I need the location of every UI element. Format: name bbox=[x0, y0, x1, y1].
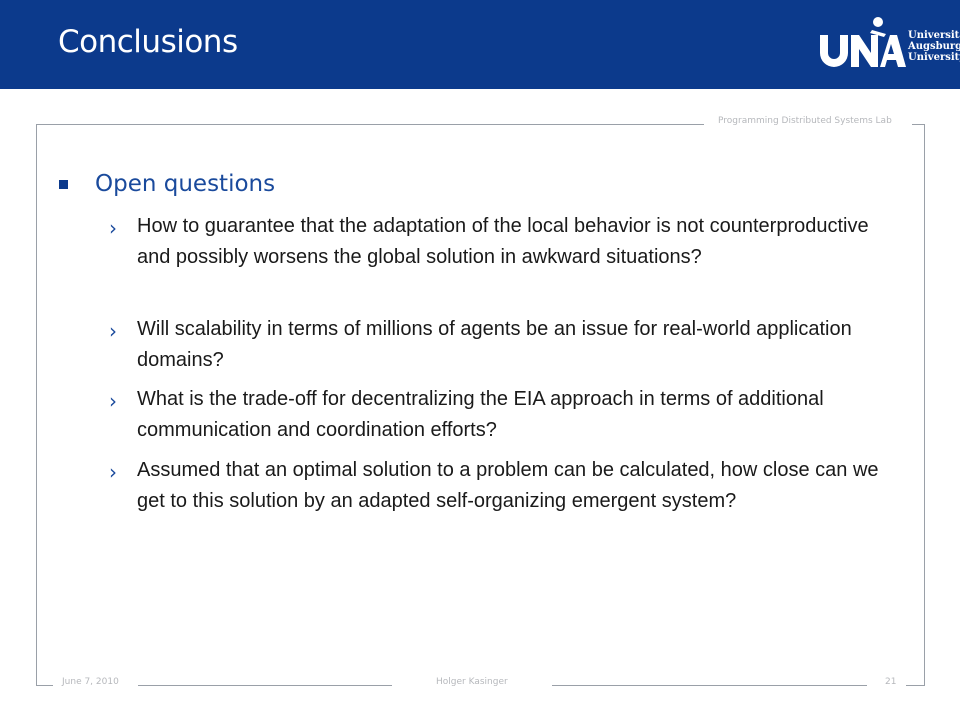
chevron-right-icon: › bbox=[109, 319, 117, 343]
lab-name: Programming Distributed Systems Lab bbox=[718, 116, 892, 126]
list-item-text: What is the trade-off for decentralizing the EIA approach in terms of additional communication and coordination efforts? bbox=[137, 388, 824, 441]
chevron-right-icon: › bbox=[109, 216, 117, 240]
list-item-text: Assumed that an optimal solution to a problem can be calculated, how close can we get to this solution by an adapted self-organizing emergent system? bbox=[137, 459, 879, 512]
section-heading: Open questions bbox=[95, 171, 276, 197]
frame-line-top bbox=[36, 124, 704, 125]
logo-line-3: University bbox=[908, 52, 966, 63]
unia-logo-icon bbox=[818, 16, 906, 72]
frame-line-bottom bbox=[138, 685, 392, 686]
logo-text bbox=[908, 30, 970, 63]
page-number: 21 bbox=[885, 677, 897, 687]
logo-line-1: Universität bbox=[908, 30, 970, 41]
slide-title: Conclusions bbox=[58, 24, 238, 60]
list-item-text: Will scalability in terms of millions of agents be an issue for real-world application domains? bbox=[137, 318, 852, 371]
university-logo bbox=[818, 16, 970, 72]
chevron-right-icon: › bbox=[109, 460, 117, 484]
logo-line-2: Augsburg bbox=[908, 41, 963, 52]
chevron-right-icon: › bbox=[109, 389, 117, 413]
list-item-text: How to guarantee that the adaptation of the local behavior is not counterproductive and possibly worsens the global solution in awkward situations? bbox=[137, 215, 869, 268]
frame-line-bottom bbox=[906, 685, 925, 686]
frame-line-bottom bbox=[36, 685, 53, 686]
frame-line-left bbox=[36, 124, 37, 685]
footer-author: Holger Kasinger bbox=[436, 677, 508, 687]
footer-date: June 7, 2010 bbox=[62, 677, 119, 687]
frame-line-right bbox=[924, 124, 925, 685]
square-bullet-icon bbox=[59, 180, 68, 189]
header-bar bbox=[0, 0, 970, 89]
frame-line-bottom bbox=[552, 685, 867, 686]
